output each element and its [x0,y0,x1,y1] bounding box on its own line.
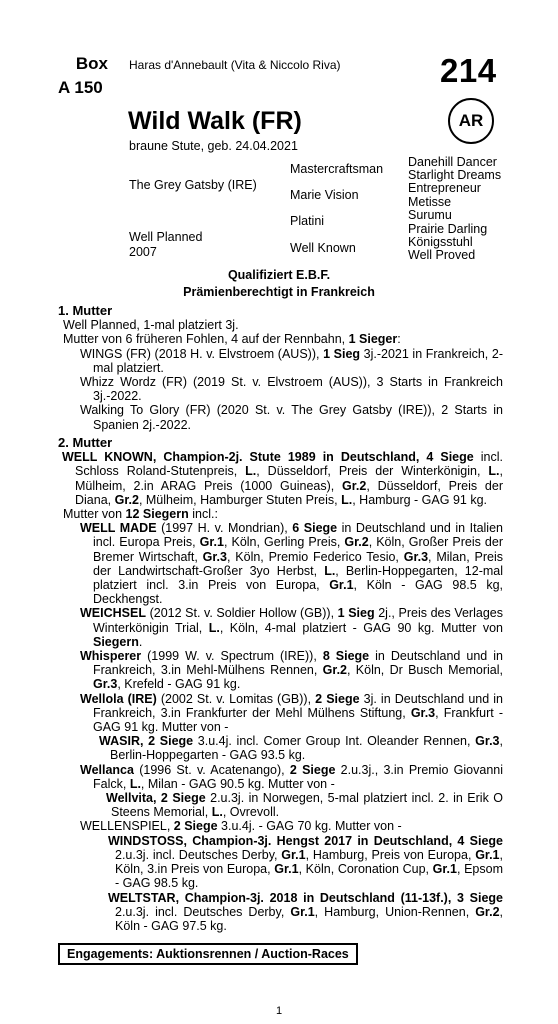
qualification-note: Qualifiziert E.B.F. [227,268,331,282]
pedigree-gen3-5: Surumu [408,208,452,222]
pedigree-gen2-3: Platini [290,214,325,228]
lot-number: 214 [440,52,497,89]
pedigree-gen2-1: Mastercraftsman [290,162,384,176]
pedigree-gen3-2: Starlight Dreams [408,168,502,182]
produce-wellola: Wellola (IRE) (2002 St. v. Lomitas (GB)), 2 Siege 3j. in Deutschland und in Frankreich, 3.in Frankfurter der Mehl Mülhens Stiftung, Gr.3, Frankfurt - GAG 91 kg. Mutter von - [80,691,503,735]
first-dam-summary: Well Planned, 1-mal platziert 3j. [63,318,239,333]
pedigree-sire: The Grey Gatsby (IRE) [129,178,257,192]
box-label: Box [75,54,108,73]
produce-windstoss: WINDSTOSS, Champion-3j. Hengst 2017 in Deutschland, 4 Siege 2.u.3j. incl. Deutsches Derby, Gr.1, Hamburg, Preis von Europa, Gr.1, Köln, 3.in Preis von Europa, Gr.1, Köln, Coronation Cup, Gr.1, Epsom - GAG 98.5 kg. [108,833,503,891]
first-dam-produce: Mutter von 6 früheren Fohlen, 4 auf der Rennbahn, 1 Sieger: [63,332,401,347]
ar-badge: AR [448,98,494,144]
first-dam-title: 1. Mutter [58,303,113,318]
second-dam-winners: Mutter von 12 Siegern incl.: [63,507,218,522]
page-number: 1 [275,1005,283,1017]
premium-note: Prämienberechtigt in Frankreich [183,285,375,299]
pedigree-dam-year: 2007 [129,245,157,259]
pedigree-gen3-8: Well Proved [408,248,476,262]
second-dam-title: 2. Mutter [58,435,113,450]
produce-weltstar: WELTSTAR, Champion-3j. 2018 in Deutschland (11-13f.), 3 Siege 2.u.3j. incl. Deutsches Derby, Gr.1, Hamburg, Union-Rennen, Gr.2, Köln - GAG 97.5 kg. [108,890,504,933]
second-dam-well-known: WELL KNOWN, Champion-2j. Stute 1989 in Deutschland, 4 Siege incl. Schloss Roland-Stutenpreis, L., Düsseldorf, Preis der Winterkönigin, L., Mülheim, 2.in ARAG Preis (1000 Guineas), Gr.2, Düsseldorf, Preis der Diana, Gr.2, Mülheim, Hamburger Stuten Preis, L., Hamburg - GAG 91 kg. [62,450,503,507]
pedigree-gen3-1: Danehill Dancer [408,155,497,169]
produce-wellenspiel: WELLENSPIEL, 2 Siege 3.u.4j. - GAG 70 kg. Mutter von - [80,819,402,834]
pedigree-gen2-4: Well Known [290,241,356,255]
pedigree-dam: Well Planned [129,230,203,244]
produce-wellanca: Wellanca (1996 St. v. Acatenango), 2 Siege 2.u.3j., 3.in Premio Giovanni Falck, L., Milan - GAG 90.5 kg. Mutter von - [80,762,503,791]
pedigree-gen3-4: Metisse [408,195,452,209]
produce-weichsel: WEICHSEL (2012 St. v. Soldier Hollow (GB)), 1 Sieg 2j., Preis des Verlages Winterkönigin Trial, L., Köln, 4-mal platziert - GAG 90 kg. Mutter von Siegern. [80,606,503,649]
produce-whisperer: Whisperer (1999 W. v. Spectrum (IRE)), 8 Siege in Deutschland und in Frankreich, 3.in Mehl-Mülhens Rennen, Gr.2, Köln, Dr Busch Memorial, Gr.3, Krefeld - GAG 91 kg. [80,649,503,692]
section-first-dam [58,304,503,432]
engagements-box: Engagements: Auktionsrennen / Auction-Races [58,943,358,965]
box-number: A 150 [58,78,103,97]
produce-wasir: WASIR, 2 Siege 3.u.4j. incl. Comer Group Int. Oleander Rennen, Gr.3, Berlin-Hoppegarten - GAG 93.5 kg. [99,734,503,763]
pedigree-gen3-3: Entrepreneur [408,181,481,195]
horse-name: Wild Walk (FR) [128,107,302,135]
breeder: Haras d'Annebault (Vita & Niccolo Riva) [129,58,341,72]
pedigree-gen2-2: Marie Vision [290,188,359,202]
produce-wellvita: Wellvita, 2 Siege 2.u.3j. in Norwegen, 5-mal platziert incl. 2. in Erik O Steens Memorial, L., Ovrevoll. [106,791,503,820]
horse-description: braune Stute, geb. 24.04.2021 [129,139,298,153]
produce-walking-to-glory: Walking To Glory (FR) (2020 St. v. The Grey Gatsby (IRE)), 2 Starts in Spanien 2j.-2022. [80,403,503,432]
produce-whizz-wordz: Whizz Wordz (FR) (2019 St. v. Elvstroem (AUS)), 3 Starts in Frankreich 3j.-2022. [80,375,503,404]
pedigree-gen3-6: Prairie Darling [408,222,488,236]
produce-well-made: WELL MADE (1997 H. v. Mondrian), 6 Siege in Deutschland und in Italien incl. Europa Preis, Gr.1, Köln, Gerling Preis, Gr.2, Köln, Großer Preis der Bremer Wirtschaft, Gr.3, Köln, Premio Federico Tesio, Gr.3, Milan, Preis der Landwirtschaft-Großer 3yo Herbst, L., Berlin-Hoppegarten, 12-mal platziert incl. 3.in Preis von Europa, Gr.1, Köln - GAG 98.5 kg, Deckhengst. [80,521,504,607]
pedigree-gen3-7: Königsstuhl [408,235,473,249]
produce-wings: WINGS (FR) (2018 H. v. Elvstroem (AUS)), 1 Sieg 3j.-2021 in Frankreich, 2-mal platziert. [80,346,503,375]
section-second-dam [58,436,503,933]
